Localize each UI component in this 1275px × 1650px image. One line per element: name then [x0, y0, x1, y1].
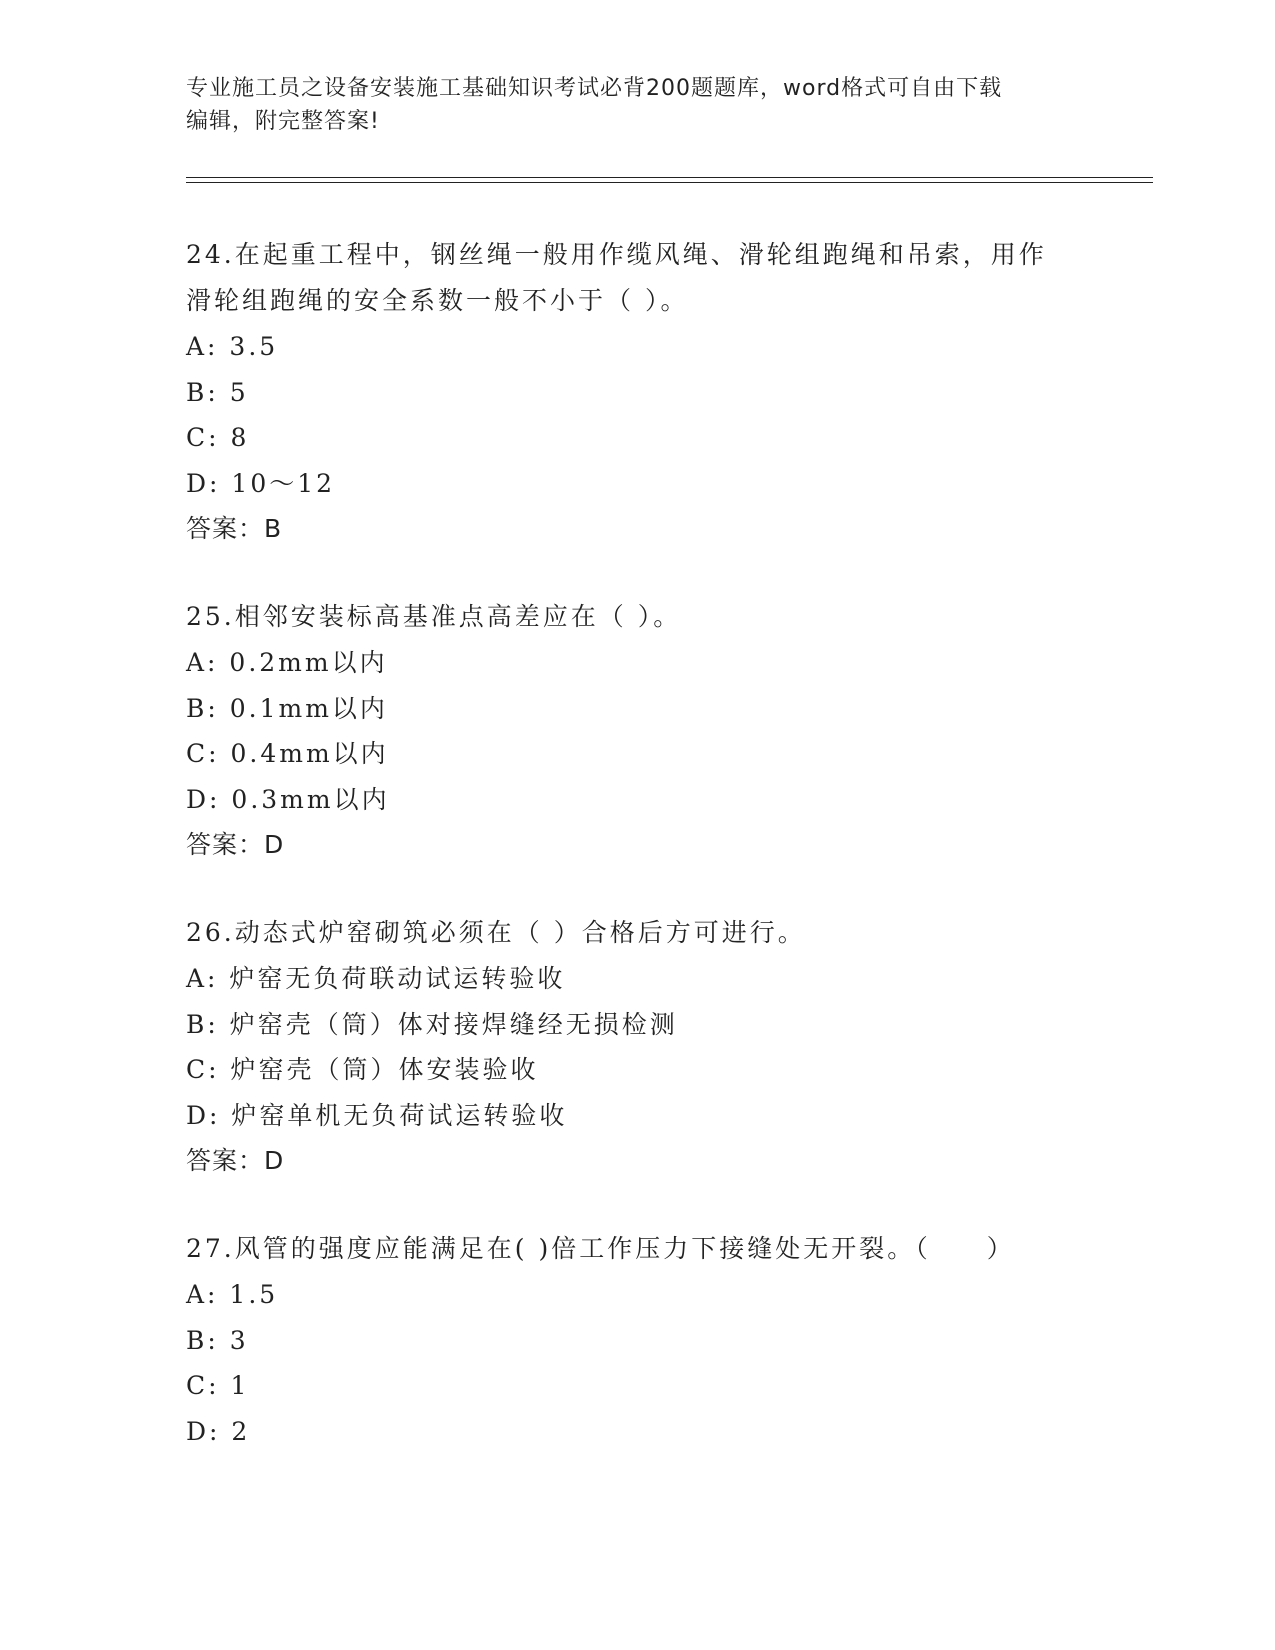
question-title: [186, 1226, 1086, 1272]
option-a: A: 1.5: [186, 1280, 279, 1309]
header-divider-top: [186, 177, 1153, 178]
question-title-line: 24.在起重工程中，钢丝绳一般用作缆风绳、滑轮组跑绳和吊索，用作: [186, 240, 1047, 269]
answer: 答案：D: [186, 830, 285, 859]
option-d: D: 2: [186, 1416, 251, 1446]
option-b: B: 3: [186, 1325, 249, 1355]
option-c: C: 1: [186, 1371, 250, 1400]
question-26: [186, 910, 1086, 1184]
option-d: D: 炉窑单机无负荷试运转验收: [186, 1100, 568, 1130]
question-title-line: 滑轮组跑绳的安全系数一般不小于（ ）。: [186, 286, 689, 315]
document-header: [186, 72, 1066, 138]
option-a: A: 3.5: [186, 332, 279, 361]
answer: 答案：D: [186, 1146, 285, 1175]
option-a: A: 炉窑无负荷联动试运转验收: [186, 964, 566, 993]
question-title: [186, 232, 1086, 324]
answer: 答案：B: [186, 514, 283, 543]
question-title: [186, 594, 1086, 640]
question-27: [186, 1226, 1086, 1454]
option-d: D: 10～12: [186, 468, 336, 498]
option-d: D: 0.3mm以内: [186, 784, 390, 814]
option-b: B: 0.1mm以内: [186, 693, 388, 723]
option-c: C: 炉窑壳（筒）体安装验收: [186, 1055, 539, 1084]
question-25: [186, 594, 1086, 868]
question-title: [186, 910, 1086, 956]
question-title-line: 27.风管的强度应能满足在( )倍工作压力下接缝处无开裂。（ ）: [186, 1234, 1015, 1263]
header-divider-bottom: [186, 182, 1153, 183]
question-title-line: 25.相邻安装标高基准点高差应在（ ）。: [186, 602, 682, 631]
option-c: C: 0.4mm以内: [186, 739, 389, 768]
header-line-2: 编辑，附完整答案!: [186, 109, 380, 134]
option-a: A: 0.2mm以内: [186, 648, 388, 677]
option-b: B: 炉窑壳（筒）体对接焊缝经无损检测: [186, 1009, 678, 1039]
question-24: [186, 232, 1086, 552]
header-line-1: 专业施工员之设备安装施工基础知识考试必背200题题库，word格式可自由下载: [186, 76, 1003, 101]
option-c: C: 8: [186, 423, 250, 452]
question-title-line: 26.动态式炉窑砌筑必须在（ ）合格后方可进行。: [186, 918, 806, 947]
option-b: B: 5: [186, 377, 249, 407]
question-list: [186, 232, 1086, 1496]
